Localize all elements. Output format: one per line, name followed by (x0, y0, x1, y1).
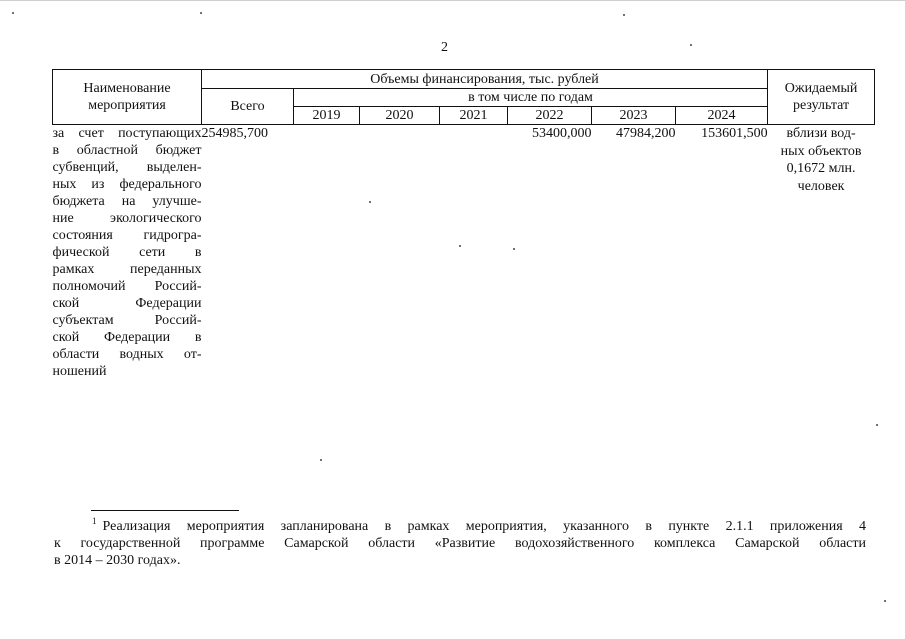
footnote-text: Реализация мероприятия запланирована в рамках мероприятия, указанного в пункте 2.1.1 приложения 4 (102, 519, 866, 534)
expected-result-line: 0,1672 млн. (786, 161, 856, 176)
measure-name-line: за счет поступающих (52, 126, 202, 141)
scan-speck (459, 245, 461, 247)
table-row (53, 125, 875, 381)
scan-speck (623, 14, 625, 16)
measure-name-line: ных из федерального (52, 177, 202, 192)
financing-table (52, 69, 875, 380)
header-total: Всего (202, 89, 294, 125)
year-value (440, 125, 508, 381)
year-value: 47984,200 (616, 126, 676, 141)
measure-name-line: ской Федерации (52, 296, 202, 311)
footnote-line: в 2014 – 2030 годах». (54, 553, 181, 568)
scan-speck (12, 12, 14, 14)
year-value: 153601,500 (701, 126, 768, 141)
measure-name-line: ской Федерации в (52, 330, 202, 345)
header-result: Ожидаемый результат (768, 70, 875, 125)
page-top-edge (0, 0, 905, 1)
measure-name-line: субъектам Россий- (52, 313, 202, 328)
scan-speck (320, 459, 322, 461)
header-by-years: в том числе по годам (294, 89, 768, 107)
measure-name-line: рамках переданных (52, 262, 202, 277)
year-value: 53400,000 (532, 126, 592, 141)
year-value (294, 125, 360, 381)
measure-name-line: бюджета на улучше- (52, 194, 202, 209)
measure-name-line: субвенций, выделен- (52, 160, 202, 175)
measure-name-line: состояния гидрогра- (52, 228, 202, 243)
footnote-line (54, 518, 866, 535)
scan-speck (876, 424, 878, 426)
measure-name-line: фической сети в (52, 245, 202, 260)
page-number: 2 (441, 40, 448, 55)
expected-result-line: вблизи вод- (786, 126, 856, 141)
scan-speck (513, 248, 515, 250)
scan-speck (200, 12, 202, 14)
measure-name-line: в областной бюджет (52, 143, 202, 158)
footnote-separator (91, 510, 239, 511)
scan-speck (690, 44, 692, 46)
footnote-marker: 1 (92, 516, 97, 527)
measure-name-line: ние экологического (52, 211, 202, 226)
header-year: 2021 (440, 107, 508, 125)
header-year: 2020 (360, 107, 440, 125)
measure-name-line: ношений (52, 364, 107, 379)
expected-result (768, 125, 875, 381)
header-funding: Объемы финансирования, тыс. рублей (202, 70, 768, 89)
header-name: Наименование мероприятия (53, 70, 202, 125)
scan-speck (369, 201, 371, 203)
header-year: 2022 (508, 107, 592, 125)
footnote (54, 518, 866, 569)
scan-speck (884, 600, 886, 602)
header-year: 2023 (592, 107, 676, 125)
header-year: 2019 (294, 107, 360, 125)
measure-name-line: полномочий Россий- (52, 279, 202, 294)
total-value: 254985,700 (201, 126, 268, 141)
year-value (360, 125, 440, 381)
measure-name (53, 125, 202, 381)
measure-name-line: области водных от- (52, 347, 202, 362)
header-year: 2024 (676, 107, 768, 125)
footnote-line: к государственной программе Самарской области «Развитие водохозяйственного комплекса Самарской области (54, 536, 866, 551)
expected-result-line: ных объектов (780, 143, 862, 159)
expected-result-line: человек (797, 178, 845, 194)
